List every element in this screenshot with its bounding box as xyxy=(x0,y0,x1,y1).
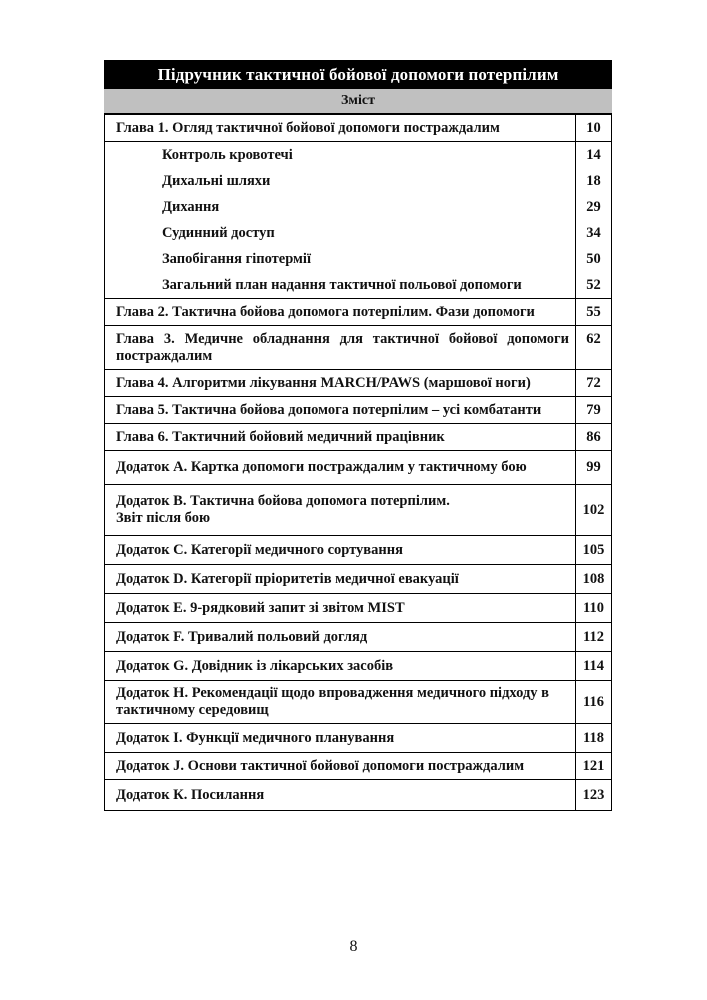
toc-entry-title: Дихання xyxy=(105,194,576,220)
toc-entry-page: 79 xyxy=(576,397,612,424)
table-of-contents xyxy=(104,60,612,811)
toc-entry-page: 55 xyxy=(576,299,612,326)
toc-entry-title-multiline xyxy=(105,485,576,536)
toc-row-chapter-4[interactable] xyxy=(105,370,612,397)
toc-row-appendix-i[interactable] xyxy=(105,724,612,753)
toc-entry-page: 110 xyxy=(576,594,612,623)
toc-entry-title: Додаток D. Категорії пріоритетів медичної евакуації xyxy=(105,565,576,594)
toc-entry-page: 123 xyxy=(576,780,612,811)
toc-entry-title: Контроль кровотечі xyxy=(105,142,576,169)
toc-entry-title-line-2: Звіт після бою xyxy=(116,510,211,526)
toc-entry-page: 29 xyxy=(576,194,612,220)
toc-entry-title: Додаток А. Картка допомоги постраждалим у тактичному бою xyxy=(105,451,576,485)
toc-entry-page: 72 xyxy=(576,370,612,397)
toc-entry-title: Додаток Е. 9-рядковий запит зі звітом MIST xyxy=(105,594,576,623)
toc-entry-title: Додаток G. Довідник із лікарських засобів xyxy=(105,652,576,681)
toc-entry-title: Додаток І. Функції медичного планування xyxy=(105,724,576,753)
toc-entry-page: 62 xyxy=(576,326,612,370)
toc-entry-title: Судинний доступ xyxy=(105,220,576,246)
toc-entry-page: 86 xyxy=(576,424,612,451)
document-title: Підручник тактичної бойової допомоги потерпілим xyxy=(104,60,612,89)
toc-entry-title: Дихальні шляхи xyxy=(105,168,576,194)
toc-entry-title: Загальний план надання тактичної польової допомоги xyxy=(105,272,576,299)
toc-row-breathing[interactable] xyxy=(105,194,612,220)
toc-entry-page: 112 xyxy=(576,623,612,652)
toc-row-hypothermia[interactable] xyxy=(105,246,612,272)
contents-heading: Зміст xyxy=(104,89,612,114)
toc-entry-title: Додаток F. Тривалий польовий догляд xyxy=(105,623,576,652)
toc-row-appendix-e[interactable] xyxy=(105,594,612,623)
toc-entry-page: 114 xyxy=(576,652,612,681)
toc-entry-title: Додаток J. Основи тактичної бойової допомоги постраждалим xyxy=(105,753,576,780)
toc-row-appendix-d[interactable] xyxy=(105,565,612,594)
toc-row-field-care-plan[interactable] xyxy=(105,272,612,299)
toc-row-appendix-j[interactable] xyxy=(105,753,612,780)
toc-entry-page: 105 xyxy=(576,536,612,565)
toc-row-chapter-5[interactable] xyxy=(105,397,612,424)
toc-row-bleeding-control[interactable] xyxy=(105,142,612,169)
toc-table xyxy=(104,114,612,811)
toc-row-appendix-b[interactable] xyxy=(105,485,612,536)
toc-entry-title: Додаток С. Категорії медичного сортування xyxy=(105,536,576,565)
toc-row-appendix-c[interactable] xyxy=(105,536,612,565)
toc-row-appendix-a[interactable] xyxy=(105,451,612,485)
page-number: 8 xyxy=(349,938,358,955)
toc-entry-page: 121 xyxy=(576,753,612,780)
toc-row-airway[interactable] xyxy=(105,168,612,194)
toc-row-vascular-access[interactable] xyxy=(105,220,612,246)
toc-row-chapter-6[interactable] xyxy=(105,424,612,451)
toc-row-appendix-k[interactable] xyxy=(105,780,612,811)
toc-row-chapter-1[interactable] xyxy=(105,115,612,142)
toc-entry-title: Запобігання гіпотермії xyxy=(105,246,576,272)
toc-entry-page: 108 xyxy=(576,565,612,594)
toc-entry-page: 18 xyxy=(576,168,612,194)
toc-entry-page: 34 xyxy=(576,220,612,246)
toc-entry-title: Глава 3. Медичне обладнання для тактичної бойової допомоги постраждалим xyxy=(105,326,576,370)
toc-entry-title: Додаток Н. Рекомендації щодо впровадження медичного підходу в тактичному середовищ xyxy=(105,681,576,724)
toc-row-appendix-h[interactable] xyxy=(105,681,612,724)
toc-entry-page: 52 xyxy=(576,272,612,299)
toc-entry-page: 10 xyxy=(576,115,612,142)
toc-row-appendix-g[interactable] xyxy=(105,652,612,681)
toc-entry-page: 99 xyxy=(576,451,612,485)
toc-entry-title: Глава 2. Тактична бойова допомога потерпілим. Фази допомоги xyxy=(105,299,576,326)
toc-entry-title: Глава 6. Тактичний бойовий медичний працівник xyxy=(105,424,576,451)
toc-row-appendix-f[interactable] xyxy=(105,623,612,652)
toc-entry-page: 116 xyxy=(576,681,612,724)
toc-entry-page: 102 xyxy=(576,485,612,536)
toc-entry-page: 14 xyxy=(576,142,612,169)
toc-row-chapter-3[interactable] xyxy=(105,326,612,370)
toc-entry-page: 118 xyxy=(576,724,612,753)
toc-entry-title: Додаток К. Посилання xyxy=(105,780,576,811)
toc-entry-title-line-1: Додаток В. Тактична бойова допомога потерпілим. xyxy=(116,493,450,509)
toc-entry-title: Глава 5. Тактична бойова допомога потерпілим – усі комбатанти xyxy=(105,397,576,424)
toc-row-chapter-2[interactable] xyxy=(105,299,612,326)
toc-entry-title: Глава 4. Алгоритми лікування MARCH/PAWS (маршової ноги) xyxy=(105,370,576,397)
toc-entry-title: Глава 1. Огляд тактичної бойової допомоги постраждалим xyxy=(105,115,576,142)
toc-entry-page: 50 xyxy=(576,246,612,272)
